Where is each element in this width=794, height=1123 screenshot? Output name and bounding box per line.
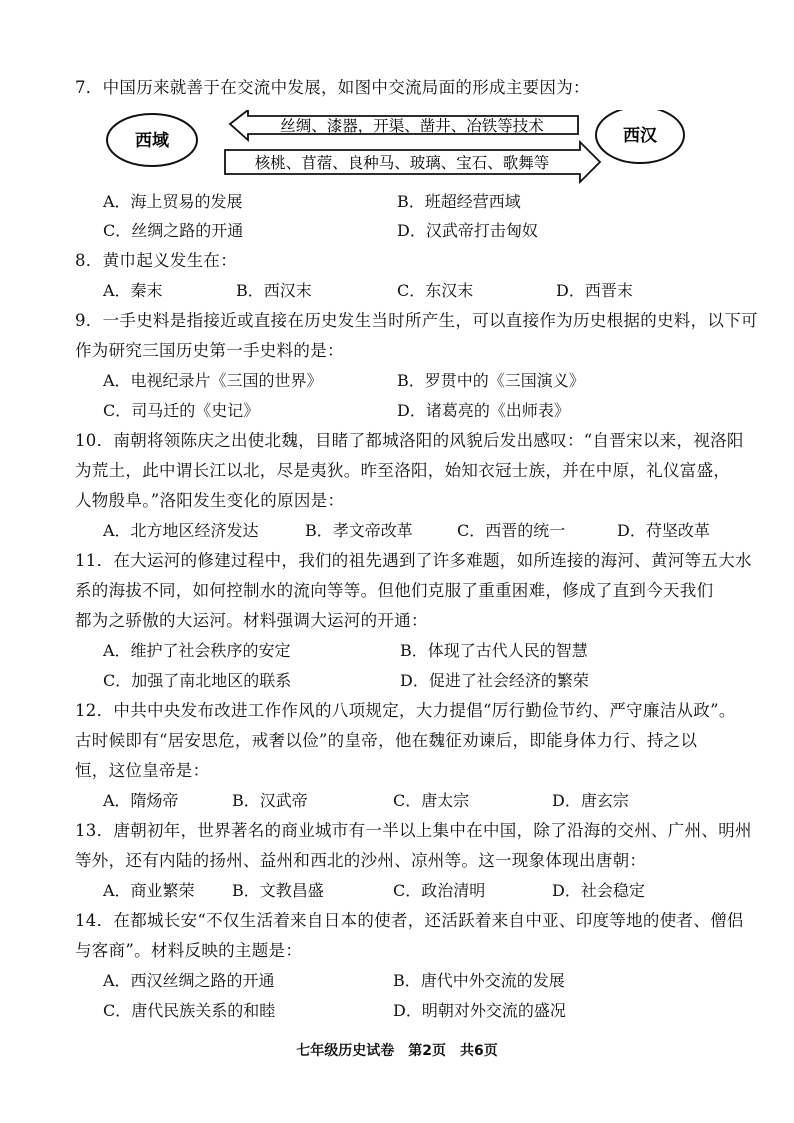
- q10-option-d: D．苻坚改革: [617, 521, 710, 540]
- q12-stem-line-2: 古时候即有“居安思危，戒奢以俭”的皇帝，他在魏征劝谏后，即能身体力行、持之以: [75, 731, 698, 750]
- q13-stem-line-1: 13．唐朝初年，世界著名的商业城市有一半以上集中在中国，除了沿海的交州、广州、明州: [75, 821, 752, 840]
- q8-option-a: A．秦末: [103, 281, 163, 300]
- q13-option-c: C．政治清明: [393, 881, 486, 900]
- q7-option-b: B．班超经营西域: [397, 192, 521, 211]
- q13-option-b: B．文教昌盛: [232, 881, 324, 900]
- q11-option-c: C．加强了南北地区的联系: [103, 671, 292, 690]
- q14-stem-line-1: 14．在都城长安“不仅生活着来自日本的使者，还活跃着来自中亚、印度等地的使者、僧侣: [75, 911, 744, 930]
- xiyu-label: 西域: [135, 131, 169, 151]
- q14-option-d: D．明朝对外交流的盛况: [393, 1001, 566, 1020]
- q7-option-c: C．丝绸之路的开通: [103, 221, 244, 240]
- q13-stem-line-2: 等外，还有内陆的扬州、益州和西北的沙州、凉州等。这一现象体现出唐朝：: [75, 851, 647, 870]
- q11-stem-line-1: 11．在大运河的修建过程中，我们的祖先遇到了许多难题，如所连接的海河、黄河等五大水: [75, 551, 752, 570]
- q13-option-d: D．社会稳定: [552, 881, 645, 900]
- page-footer: 七年级历史试卷 第2页 共6页: [296, 1043, 498, 1059]
- q12-option-a: A．隋炀帝: [103, 791, 179, 810]
- q11-option-d: D．促进了社会经济的繁荣: [400, 671, 589, 690]
- top-arrow-text: 丝绸、漆器，开渠、凿井、冶铁等技术: [280, 117, 544, 135]
- q10-stem-line-2: 为荒土，此中谓长江以北，尽是夷狄。昨至洛阳，始知衣冠士族，并在中原，礼仪富盛，: [75, 461, 731, 480]
- exchange-diagram: [100, 110, 700, 192]
- q11-stem-line-3: 都为之骄傲的大运河。材料强调大运河的开通：: [75, 611, 428, 630]
- q12-option-b: B．汉武帝: [232, 791, 308, 810]
- q14-option-a: A．西汉丝绸之路的开通: [103, 971, 275, 990]
- q14-option-c: C．唐代民族关系的和睦: [103, 1001, 276, 1020]
- q12-option-d: D．唐玄宗: [552, 791, 629, 810]
- q8-option-b: B．西汉末: [236, 281, 312, 300]
- q11-stem-line-2: 系的海拔不同，如何控制水的流向等等。但他们克服了重重困难，修成了直到今天我们: [75, 581, 714, 600]
- q12-stem-line-1: 12．中共中央发布改进工作作风的八项规定，大力提倡“厉行勤俭节约、严守廉洁从政”。: [75, 701, 736, 720]
- q10-option-c: C．西晋的统一: [457, 521, 566, 540]
- q11-option-b: B．体现了古代人民的智慧: [400, 641, 588, 660]
- q7-option-a: A．海上贸易的发展: [103, 192, 243, 211]
- q8-option-c: C．东汉末: [397, 281, 474, 300]
- q14-stem-line-2: 与客商”。材料反映的主题是：: [75, 941, 303, 960]
- q10-option-a: A．北方地区经济发达: [103, 521, 259, 540]
- q11-option-a: A．维护了社会秩序的安定: [103, 641, 291, 660]
- q7-option-d: D．汉武帝打击匈奴: [397, 221, 538, 240]
- q9-option-a: A．电视纪录片《三国的世界》: [103, 371, 323, 390]
- q10-stem-line-1: 10．南朝将领陈庆之出使北魏，目睹了都城洛阳的风貌后发出感叹：“自晋宋以来，视洛阳: [75, 431, 744, 450]
- q13-option-a: A．商业繁荣: [103, 881, 195, 900]
- q9-option-d: D．诸葛亮的《出师表》: [397, 401, 570, 420]
- q12-stem-line-3: 恒，这位皇帝是：: [75, 761, 210, 780]
- q8-option-d: D．西晋末: [556, 281, 633, 300]
- q9-stem-line-1: 9．一手史料是指接近或直接在历史发生当时所产生，可以直接作为历史根据的史料，以下可: [75, 311, 758, 330]
- q9-stem-line-2: 作为研究三国历史第一手史料的是：: [75, 341, 344, 360]
- q9-option-c: C．司马迁的《史记》: [103, 401, 260, 420]
- q10-option-b: B．孝文帝改革: [305, 521, 413, 540]
- q7-stem: 7．中国历来就善于在交流中发展，如图中交流局面的形成主要因为：: [75, 78, 590, 97]
- bottom-arrow-text: 核桃、苜蓿、良种马、玻璃、宝石、歌舞等: [254, 154, 550, 172]
- q10-stem-line-3: 人物殷阜。”洛阳发生变化的原因是：: [75, 491, 345, 510]
- q8-stem: 8．黄巾起义发生在：: [75, 251, 237, 270]
- q12-option-c: C．唐太宗: [393, 791, 470, 810]
- xihan-label: 西汉: [623, 126, 657, 146]
- q14-option-b: B．唐代中外交流的发展: [393, 971, 565, 990]
- q9-option-b: B．罗贯中的《三国演义》: [397, 371, 585, 390]
